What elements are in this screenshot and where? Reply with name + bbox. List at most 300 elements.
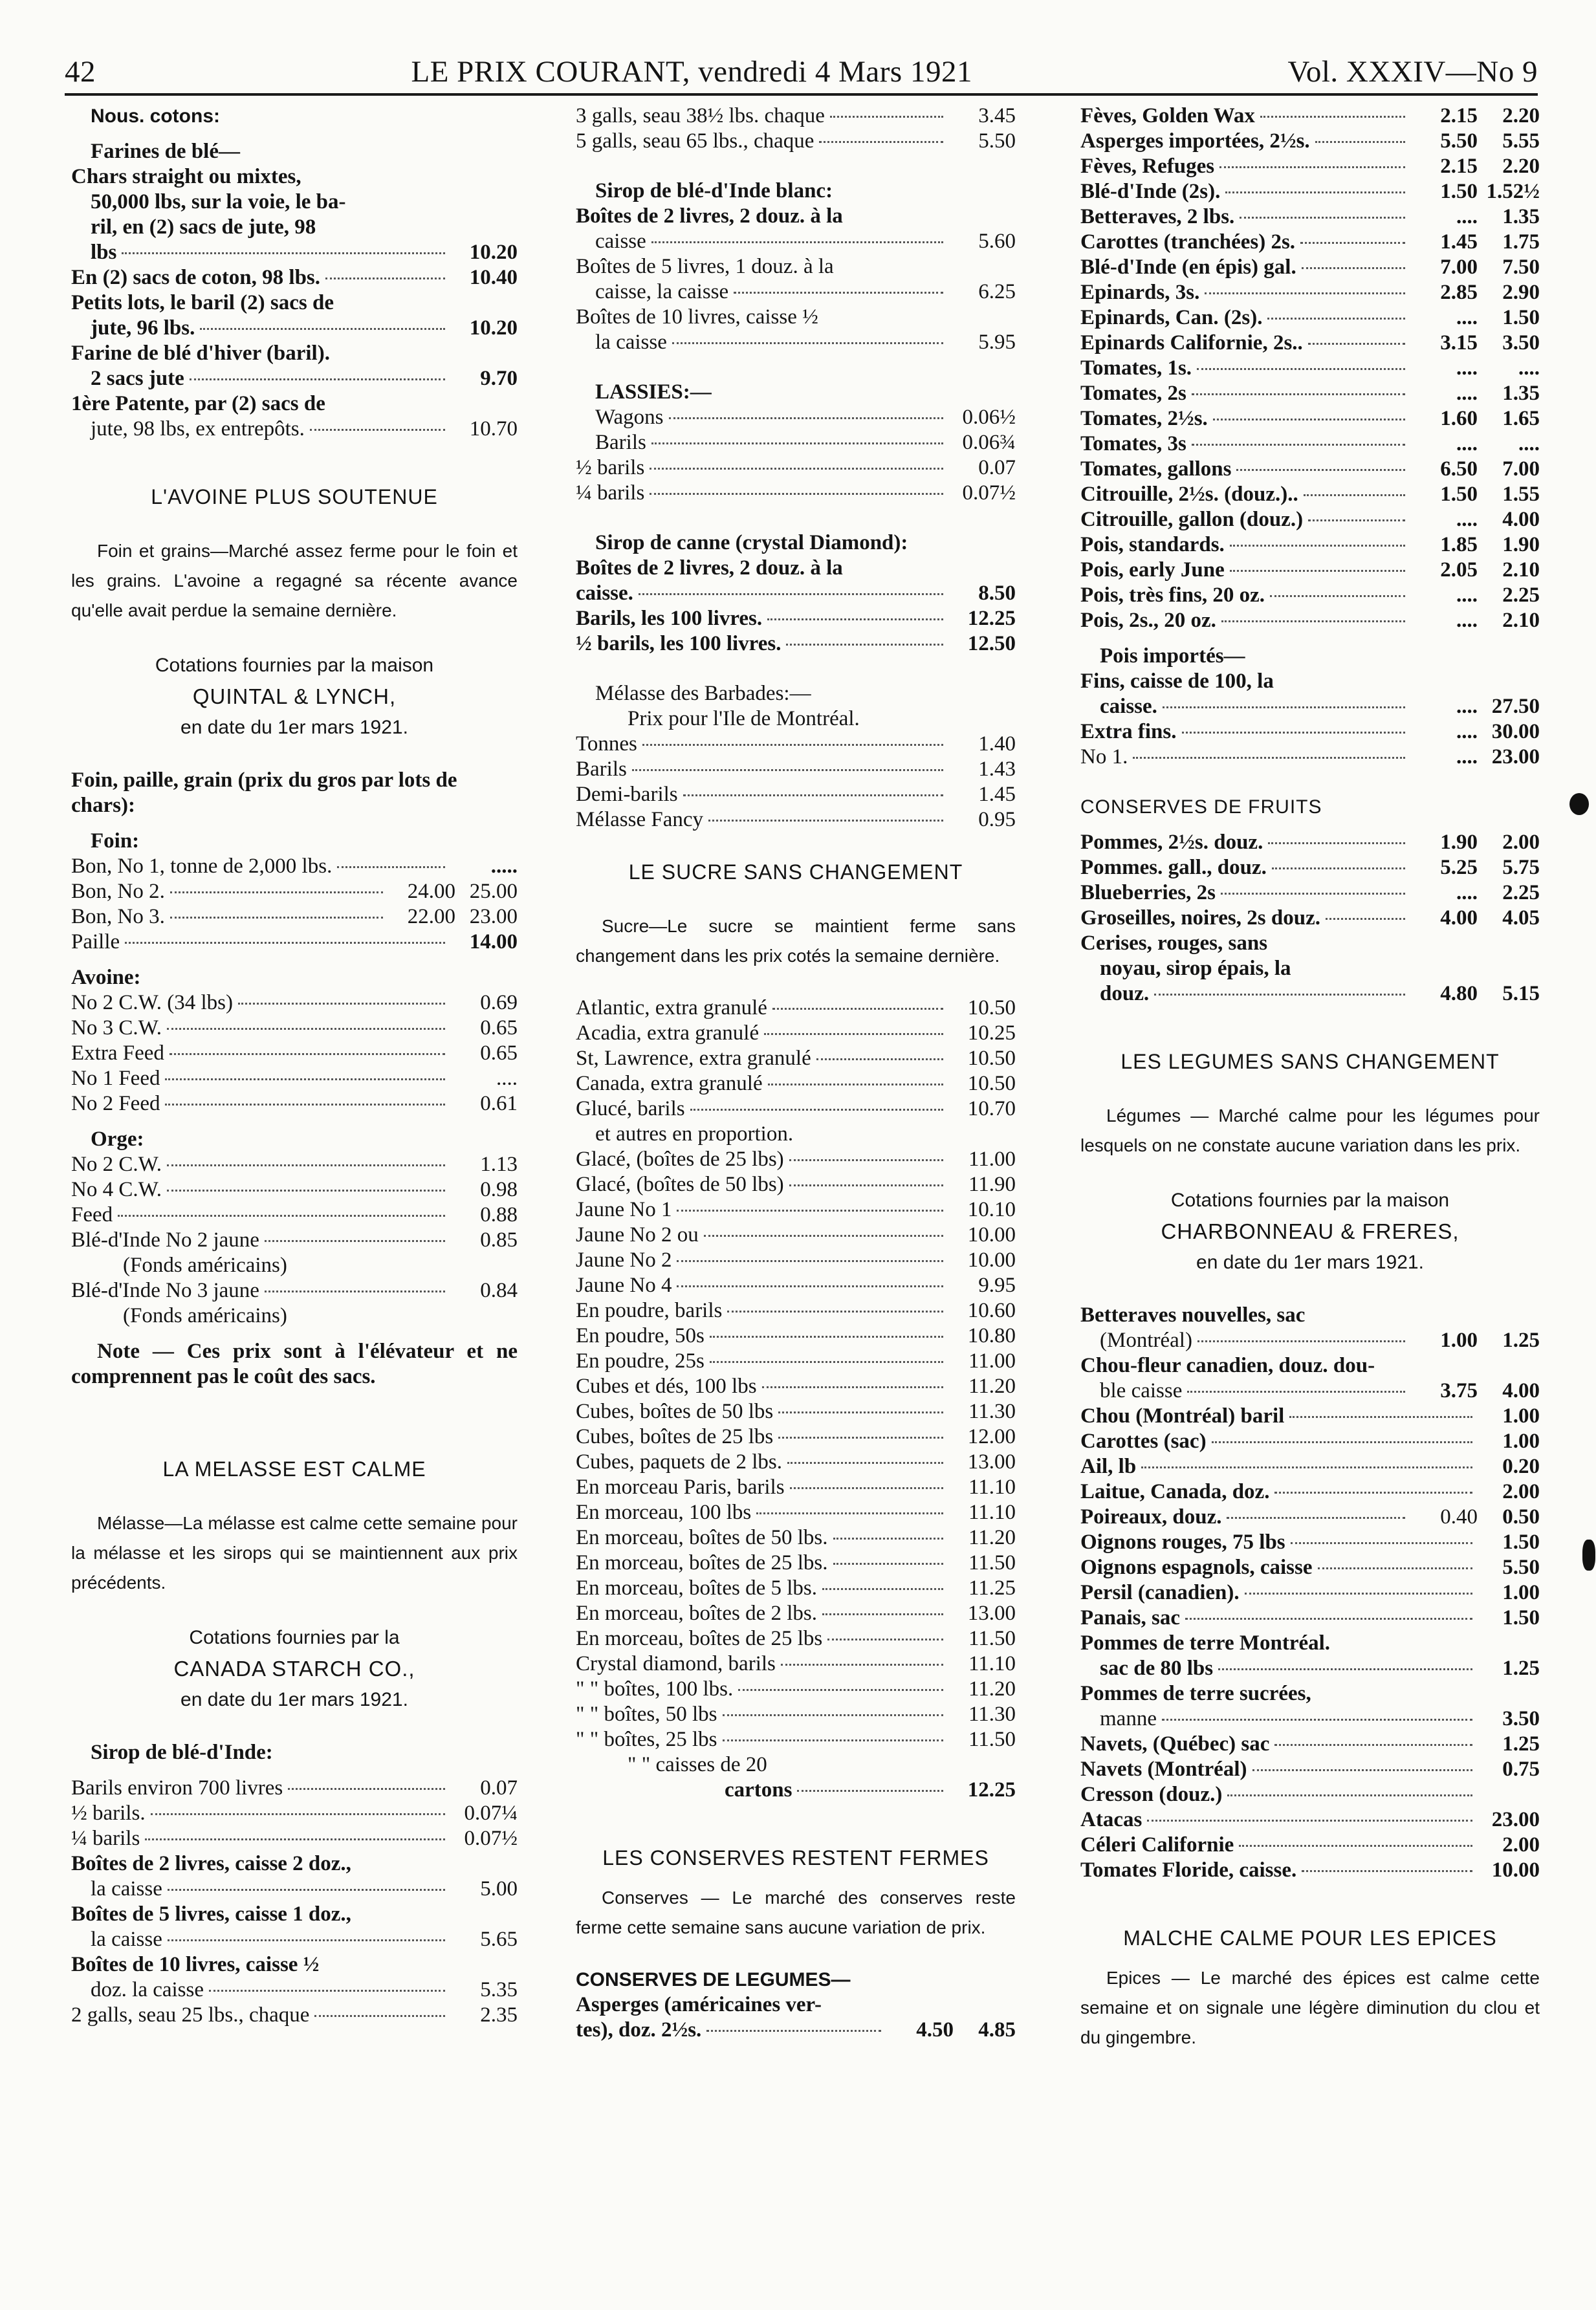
sucre-list-b — [576, 1147, 1016, 1752]
price-value: 4.00 — [1502, 508, 1540, 531]
price-value: 2.00 — [1502, 1833, 1540, 1857]
price-row: 2 galls, seau 25 lbs., chaque 2.35 — [71, 2003, 518, 2027]
item-label: Carottes (tranchées) 2s. — [1080, 230, 1296, 254]
price-row: Betteraves nouvelles, sac — [1080, 1303, 1306, 1327]
item-label: Citrouille, 2½s. (douz.).. — [1080, 483, 1298, 506]
price-value: 0.20 — [1502, 1455, 1540, 1478]
price-row — [1080, 558, 1540, 583]
item-label: Tomates, 2s — [1080, 382, 1186, 405]
price-row: ble caisse 3.75 4.00 — [1100, 1379, 1540, 1402]
item-label: " " boîtes, 100 lbs. — [576, 1677, 734, 1701]
price-row — [576, 1324, 1016, 1349]
price-value: 1.50 — [1502, 306, 1540, 329]
price-value: 1.00 — [1502, 1430, 1540, 1453]
price-row: la caisse 5.00 — [91, 1877, 518, 1901]
item-label: Atacas — [1080, 1808, 1142, 1831]
price-row: Demi-barils 1.45 — [576, 783, 1016, 806]
item-label: Asperges importées, 2½s. — [1080, 129, 1310, 153]
price-value: 10.00 — [967, 1248, 1016, 1272]
item-label: " " boîtes, 50 lbs — [576, 1703, 717, 1726]
price-value: 11.90 — [968, 1173, 1016, 1196]
price-value: 10.50 — [967, 1047, 1016, 1070]
item-label: En poudre, 50s — [576, 1324, 705, 1347]
item-label: Panais, sac — [1080, 1606, 1181, 1629]
lassies-title: LASSIES:— — [595, 380, 712, 404]
price-row: Boîtes de 10 livres, caisse ½ — [576, 305, 818, 329]
price-row — [1080, 255, 1540, 280]
price-row — [576, 1702, 1016, 1727]
price-value: 11.50 — [968, 1627, 1016, 1650]
price-value: 1.65 — [1502, 407, 1540, 430]
price-row: Pommes de terre sucrées, — [1080, 1682, 1311, 1705]
price-row: No 2 C.W. 1.13 — [71, 1153, 518, 1176]
price-row: No 3 C.W. 0.65 — [71, 1016, 518, 1040]
price-value: 1.85 — [1440, 533, 1478, 556]
price-row: " " caisses de 20 — [628, 1753, 767, 1776]
section-paragraph: Légumes — Marché calme pour les légumes pour lesquels on ne constate aucune variation dans les prix. — [1080, 1106, 1540, 1155]
item-label: Crystal diamond, barils — [576, 1652, 776, 1675]
price-row: ½ barils. 0.07¼ — [71, 1802, 518, 1825]
price-row: Bon, No 2. 24.00 25.00 — [71, 880, 518, 903]
price-row — [1080, 1429, 1540, 1454]
item-label: Atlantic, extra granulé — [576, 996, 767, 1019]
price-row: ½ barils 0.07 — [576, 456, 1016, 479]
price-value: .... — [1518, 356, 1540, 380]
price-row — [1080, 104, 1540, 129]
quotation-source: Cotations fournies par la maison QUINTAL & LYNCH, en date du 1er mars 1921. — [155, 655, 434, 738]
price-row — [576, 1525, 1016, 1551]
ink-blot — [1582, 1540, 1595, 1571]
price-row — [576, 1349, 1016, 1374]
price-value: 2.25 — [1502, 583, 1540, 607]
price-row: jute, 96 lbs. 10.20 — [91, 316, 518, 340]
price-row: Mélasse Fancy 0.95 — [576, 808, 1016, 831]
price-row — [1080, 1404, 1540, 1429]
price-row: 5 galls, seau 65 lbs., chaque 5.50 — [576, 129, 1016, 153]
item-label: Epinards Californie, 2s.. — [1080, 331, 1303, 354]
price-row: Bon, No 3. 22.00 23.00 — [71, 905, 518, 928]
item-label: Blueberries, 2s — [1080, 881, 1216, 904]
price-value: .... — [1456, 508, 1478, 531]
price-row — [576, 1298, 1016, 1324]
price-row: tes), doz. 2½s. 4.50 4.85 — [576, 2018, 1016, 2042]
price-row — [1080, 583, 1540, 608]
price-value: 1.50 — [1440, 180, 1478, 203]
item-label: En morceau, 100 lbs — [576, 1501, 752, 1524]
price-row — [576, 1475, 1016, 1500]
item-label: En morceau Paris, barils — [576, 1476, 785, 1499]
price-row: Blé-d'Inde No 2 jaune 0.85 — [71, 1228, 518, 1252]
item-label: Persil (canadien). — [1080, 1581, 1240, 1604]
item-label: Glacé, (boîtes de 50 lbs) — [576, 1173, 784, 1196]
price-value: 11.50 — [968, 1728, 1016, 1751]
price-row — [1080, 1454, 1540, 1479]
fruits-title: CONSERVES DE FRUITS — [1080, 796, 1322, 818]
item-label: Chou (Montréal) baril — [1080, 1404, 1285, 1428]
price-row: Boîtes de 2 livres, 2 douz. à la — [576, 204, 843, 228]
price-row: jute, 98 lbs, ex entrepôts. 10.70 — [91, 417, 518, 441]
price-row: caisse, la caisse 6.25 — [595, 280, 1016, 303]
price-value: 1.50 — [1502, 1531, 1540, 1554]
price-value: 11.10 — [968, 1652, 1016, 1675]
price-value: 5.50 — [1440, 129, 1478, 153]
item-label: Jaune No 2 — [576, 1248, 672, 1272]
price-value: .... — [1456, 382, 1478, 405]
price-row: Barils, les 100 livres. 12.25 — [576, 607, 1016, 630]
price-value: 11.25 — [968, 1576, 1016, 1600]
item-label: Fèves, Refuges — [1080, 155, 1215, 178]
price-row: douz. 4.80 5.15 — [1100, 982, 1540, 1005]
price-row: caisse. .... 27.50 — [1100, 695, 1540, 718]
price-row — [1080, 1606, 1540, 1631]
price-value: 1.90 — [1440, 831, 1478, 854]
price-row: No 1 Feed .... — [71, 1067, 518, 1090]
price-row — [1080, 406, 1540, 431]
item-label: En morceau, boîtes de 50 lbs. — [576, 1526, 828, 1549]
price-value: 5.50 — [1502, 1556, 1540, 1579]
price-row: Paille 14.00 — [71, 930, 518, 953]
price-row: la caisse 5.65 — [91, 1928, 518, 1951]
price-row: lbs 10.20 — [91, 241, 518, 264]
item-label: Acadia, extra granulé — [576, 1021, 760, 1045]
section-heading: L'AVOINE PLUS SOUTENUE — [151, 485, 438, 508]
item-label: Pommes. gall., douz. — [1080, 856, 1267, 879]
section-paragraph: Foin et grains—Marché assez ferme pour le foin et les grains. L'avoine a regagné sa récente avance qu'elle avait perdue la semaine dernière. — [71, 541, 518, 620]
price-value: 10.80 — [967, 1324, 1016, 1347]
item-label: Epinards, 3s. — [1080, 281, 1200, 304]
item-label: Pois, très fins, 20 oz. — [1080, 583, 1265, 607]
price-row: Extra fins. .... 30.00 — [1080, 720, 1540, 743]
price-value: 2.20 — [1502, 104, 1540, 127]
price-value: 13.00 — [967, 1450, 1016, 1474]
price-row — [576, 1576, 1016, 1601]
proportion-note: et autres en proportion. — [595, 1122, 794, 1146]
barbades-sub: Prix pour l'Ile de Montréal. — [628, 707, 860, 730]
price-row — [1080, 1782, 1540, 1807]
section-heading: LE SUCRE SANS CHANGEMENT — [628, 860, 963, 884]
legumes-list-b — [1080, 1530, 1540, 1631]
price-value: 10.10 — [967, 1198, 1016, 1221]
price-row: Boîtes de 10 livres, caisse ½ — [71, 1953, 320, 1976]
price-row — [576, 1248, 1016, 1273]
item-label: En morceau, boîtes de 2 lbs. — [576, 1602, 817, 1625]
section-heading: LA MELASSE EST CALME — [162, 1457, 426, 1481]
price-row — [576, 1197, 1016, 1223]
price-value: 1.75 — [1502, 230, 1540, 254]
item-label: En morceau, boîtes de 25 lbs. — [576, 1551, 828, 1575]
item-label: Laitue, Canada, doz. — [1080, 1480, 1270, 1503]
item-label: Glucé, barils — [576, 1097, 685, 1120]
price-value: 5.55 — [1502, 129, 1540, 153]
price-value: 7.00 — [1440, 256, 1478, 279]
price-value: 3.15 — [1440, 331, 1478, 354]
section-heading: MALCHE CALME POUR LES EPICES — [1123, 1926, 1497, 1950]
item-label: St, Lawrence, extra granulé — [576, 1047, 811, 1070]
item-label: En poudre, 25s — [576, 1349, 705, 1373]
item-label: Pois, 2s., 20 oz. — [1080, 609, 1216, 632]
price-value: 13.00 — [967, 1602, 1016, 1625]
price-row — [576, 1651, 1016, 1677]
price-value: 1.90 — [1502, 533, 1540, 556]
price-value: 7.50 — [1502, 256, 1540, 279]
price-value: 1.60 — [1440, 407, 1478, 430]
price-value: 11.10 — [968, 1501, 1016, 1524]
price-row: Asperges (américaines ver- — [576, 1993, 822, 2016]
price-row: manne 3.50 — [1100, 1707, 1540, 1730]
price-row: noyau, sirop épais, la — [1100, 957, 1291, 980]
sirop-title: Sirop de blé-d'Inde: — [91, 1741, 273, 1764]
price-row — [1080, 280, 1540, 305]
price-value: 10.25 — [967, 1021, 1016, 1045]
price-value: 11.30 — [968, 1703, 1016, 1726]
publication-title: LE PRIX COURANT, vendredi 4 Mars 1921 — [411, 55, 972, 89]
price-value: 2.00 — [1502, 1480, 1540, 1503]
price-row — [576, 1399, 1016, 1424]
price-row — [576, 1727, 1016, 1752]
price-value: 2.10 — [1502, 609, 1540, 632]
price-row — [1080, 830, 1540, 855]
column-2 — [576, 104, 1016, 2043]
price-row — [1080, 906, 1540, 931]
price-value: 10.60 — [967, 1299, 1016, 1322]
price-row — [1080, 179, 1540, 204]
price-row — [576, 1551, 1016, 1576]
item-label: Tomates, 3s — [1080, 432, 1186, 455]
price-row — [576, 1374, 1016, 1399]
price-value: 2.15 — [1440, 104, 1478, 127]
price-value: 1.35 — [1502, 382, 1540, 405]
item-label: Cubes et dés, 100 lbs — [576, 1375, 757, 1398]
foin-title: Foin, paille, grain (prix du gros par lots de chars): — [71, 768, 457, 817]
price-value: .... — [1456, 881, 1478, 904]
item-label: Tomates, 1s. — [1080, 356, 1192, 380]
item-label: En morceau, boîtes de 5 lbs. — [576, 1576, 817, 1600]
legumes-title: CONSERVES DE LEGUMES— — [576, 1969, 851, 1990]
price-value: 9.95 — [978, 1274, 1016, 1297]
price-value: 3.50 — [1502, 331, 1540, 354]
column-1 — [71, 104, 518, 2028]
section-paragraph: Conserves — Le marché des conserves reste ferme cette semaine sans aucune variation de prix. — [576, 1888, 1016, 1937]
price-value: 0.75 — [1502, 1758, 1540, 1781]
price-row: Wagons 0.06½ — [595, 406, 1016, 429]
price-value: .... — [1456, 432, 1478, 455]
price-row — [576, 1601, 1016, 1626]
barbades-title: Mélasse des Barbades:— — [595, 682, 811, 705]
price-value: 2.00 — [1502, 831, 1540, 854]
price-value: 7.00 — [1502, 457, 1540, 481]
price-row — [1080, 1807, 1540, 1833]
price-row: Feed 0.88 — [71, 1203, 518, 1226]
price-row — [1080, 880, 1540, 906]
price-row: No 4 C.W. 0.98 — [71, 1178, 518, 1201]
price-row: En (2) sacs de coton, 98 lbs. 10.40 — [71, 266, 518, 289]
price-row — [576, 1273, 1016, 1298]
orge-sub: Orge: — [91, 1128, 144, 1151]
price-row — [576, 1223, 1016, 1248]
price-row: Bon, No 1, tonne de 2,000 lbs. ..... — [71, 855, 518, 878]
avoine-sub: Avoine: — [71, 966, 141, 989]
price-value: .... — [1456, 609, 1478, 632]
price-row: cartons 12.25 — [725, 1778, 1016, 1802]
price-row — [576, 996, 1016, 1021]
price-row: ¼ barils 0.07½ — [71, 1827, 518, 1850]
price-value: 11.00 — [968, 1349, 1016, 1373]
price-value: 1.00 — [1502, 1404, 1540, 1428]
volume-number: Vol. XXXIV—No 9 — [1287, 55, 1538, 89]
item-label: Cubes, boîtes de 25 lbs — [576, 1425, 774, 1448]
price-row — [1080, 1555, 1540, 1580]
price-row — [1080, 507, 1540, 532]
quotation-source: Cotations fournies par la maison CHARBONNEAU & FRERES, en date du 1er mars 1921. — [1161, 1190, 1459, 1273]
price-value: 12.00 — [967, 1425, 1016, 1448]
price-row: Barils environ 700 livres 0.07 — [71, 1776, 518, 1800]
price-row — [1080, 532, 1540, 558]
item-label: Pois, early June — [1080, 558, 1225, 582]
item-label: Epinards, Can. (2s). — [1080, 306, 1263, 329]
price-value: 1.50 — [1440, 483, 1478, 506]
column-3 — [1080, 104, 1540, 2053]
price-row — [1080, 1479, 1540, 1505]
fruits-list — [1080, 830, 1540, 931]
price-row: No 1. .... 23.00 — [1080, 745, 1540, 768]
item-label: Carottes (sac) — [1080, 1430, 1207, 1453]
price-row — [1080, 356, 1540, 381]
item-label: Groseilles, noires, 2s douz. — [1080, 906, 1320, 930]
price-row — [1080, 129, 1540, 154]
item-label: En morceau, boîtes de 25 lbs — [576, 1627, 823, 1650]
price-value: 23.00 — [1491, 1808, 1540, 1831]
price-row: caisse. 8.50 — [576, 582, 1016, 605]
price-row: Blé-d'Inde No 3 jaune 0.84 — [71, 1279, 518, 1302]
item-label: Betteraves, 2 lbs. — [1080, 205, 1235, 228]
price-row — [1080, 204, 1540, 230]
price-row: (Montréal) 1.00 1.25 — [1100, 1329, 1540, 1352]
legumes-list-a — [1080, 1404, 1540, 1505]
price-row: Barils 1.43 — [576, 757, 1016, 781]
price-value: 4.05 — [1502, 906, 1540, 930]
price-value: .... — [1456, 205, 1478, 228]
section-heading: LES LEGUMES SANS CHANGEMENT — [1120, 1050, 1500, 1073]
item-label: Jaune No 2 ou — [576, 1223, 699, 1247]
price-value: 4.00 — [1440, 906, 1478, 930]
price-row — [576, 1500, 1016, 1525]
price-value: 1.45 — [1440, 230, 1478, 254]
cotons-label: Nous. cotons: — [91, 105, 220, 127]
price-value: 1.35 — [1502, 205, 1540, 228]
price-row: 1ère Patente, par (2) sacs de — [71, 392, 325, 415]
item-label: Navets (Montréal) — [1080, 1758, 1247, 1781]
price-row: Extra Feed 0.65 — [71, 1041, 518, 1065]
price-row — [1080, 331, 1540, 356]
price-value: .... — [1456, 306, 1478, 329]
price-row — [1080, 608, 1540, 633]
price-row — [1080, 1530, 1540, 1555]
price-row: Farine de blé d'hiver (baril). — [71, 342, 330, 365]
price-row — [1080, 305, 1540, 331]
item-label: Tomates, gallons — [1080, 457, 1232, 481]
price-row — [576, 1450, 1016, 1475]
price-value: 11.20 — [968, 1375, 1016, 1398]
price-row: sac de 80 lbs 1.25 — [1100, 1657, 1540, 1680]
price-value: 6.50 — [1440, 457, 1478, 481]
price-value: 1.25 — [1502, 1732, 1540, 1756]
price-row: ¼ barils 0.07½ — [576, 481, 1016, 505]
price-row: 2 sacs jute 9.70 — [91, 367, 518, 390]
price-row: caisse 5.60 — [595, 230, 1016, 253]
fonds-note: (Fonds américains) — [123, 1304, 287, 1327]
price-row — [576, 1626, 1016, 1651]
price-value: 11.20 — [968, 1677, 1016, 1701]
item-label: Pois, standards. — [1080, 533, 1225, 556]
price-row: Fins, caisse de 100, la — [1080, 670, 1274, 693]
canne-title: Sirop de canne (crystal Diamond): — [595, 531, 908, 554]
item-label: Blé-d'Inde (en épis) gal. — [1080, 256, 1296, 279]
price-row — [1080, 1833, 1540, 1858]
price-value: 11.00 — [968, 1148, 1016, 1171]
section-paragraph: Epices — Le marché des épices est calme cette semaine et on signale une légère diminution du clou et du gingembre. — [1080, 1968, 1540, 2047]
price-row — [1080, 1757, 1540, 1782]
item-label: Céleri Californie — [1080, 1833, 1234, 1857]
price-row: Pommes de terre Montréal. — [1080, 1631, 1331, 1655]
price-row: No 2 Feed 0.61 — [71, 1092, 518, 1115]
price-value: 5.25 — [1440, 856, 1478, 879]
farines-title: Farines de blé— — [91, 140, 240, 163]
item-label: Ail, lb — [1080, 1455, 1137, 1478]
item-label: Cubes, paquets de 2 lbs. — [576, 1450, 782, 1474]
price-row: Barils 0.06¾ — [595, 431, 1016, 454]
price-value: 1.52½ — [1486, 180, 1540, 203]
item-label: Navets, (Québec) sac — [1080, 1732, 1270, 1756]
price-row: Cerises, rouges, sans — [1080, 932, 1268, 955]
price-row — [1080, 1858, 1540, 1883]
price-row — [576, 1677, 1016, 1702]
foin-sub: Foin: — [91, 829, 140, 853]
price-row: Chou-fleur canadien, douz. dou- — [1080, 1354, 1375, 1377]
price-value: 5.75 — [1502, 856, 1540, 879]
item-label: " " boîtes, 25 lbs — [576, 1728, 717, 1751]
ink-blot — [1569, 793, 1589, 815]
price-row — [1080, 1732, 1540, 1757]
price-row: Boîtes de 2 livres, caisse 2 doz., — [71, 1852, 351, 1875]
price-row: Chars straight ou mixtes, — [71, 165, 301, 188]
item-label: Oignons espagnols, caisse — [1080, 1556, 1313, 1579]
price-value: .... — [1518, 432, 1540, 455]
price-row: Tonnes 1.40 — [576, 732, 1016, 756]
price-row — [1080, 1580, 1540, 1606]
price-row: No 2 C.W. (34 lbs) 0.69 — [71, 991, 518, 1014]
item-label: Jaune No 4 — [576, 1274, 672, 1297]
item-label: Tomates Floride, caisse. — [1080, 1858, 1297, 1882]
price-value: 2.85 — [1440, 281, 1478, 304]
price-row — [576, 1147, 1016, 1172]
price-row — [1080, 482, 1540, 507]
price-value: 10.00 — [1491, 1858, 1540, 1882]
price-row — [576, 1046, 1016, 1071]
price-value: 10.50 — [967, 1072, 1016, 1095]
conserves-list — [1080, 104, 1540, 633]
price-row: doz. la caisse 5.35 — [91, 1978, 518, 2001]
item-label: Jaune No 1 — [576, 1198, 672, 1221]
item-label: Blé-d'Inde (2s). — [1080, 180, 1221, 203]
section-paragraph: Sucre—Le sucre se maintient ferme sans changement dans les prix cotés la semaine dernière. — [576, 916, 1016, 966]
price-value: 11.20 — [968, 1526, 1016, 1549]
price-row — [1080, 381, 1540, 406]
item-label: Glacé, (boîtes de 25 lbs) — [576, 1148, 784, 1171]
price-row: 3 galls, seau 38½ lbs. chaque 3.45 — [576, 104, 1016, 127]
item-label: En poudre, barils — [576, 1299, 723, 1322]
price-row: Poireaux, douz. 0.40 0.50 — [1080, 1505, 1540, 1529]
price-value: 10.70 — [967, 1097, 1016, 1120]
